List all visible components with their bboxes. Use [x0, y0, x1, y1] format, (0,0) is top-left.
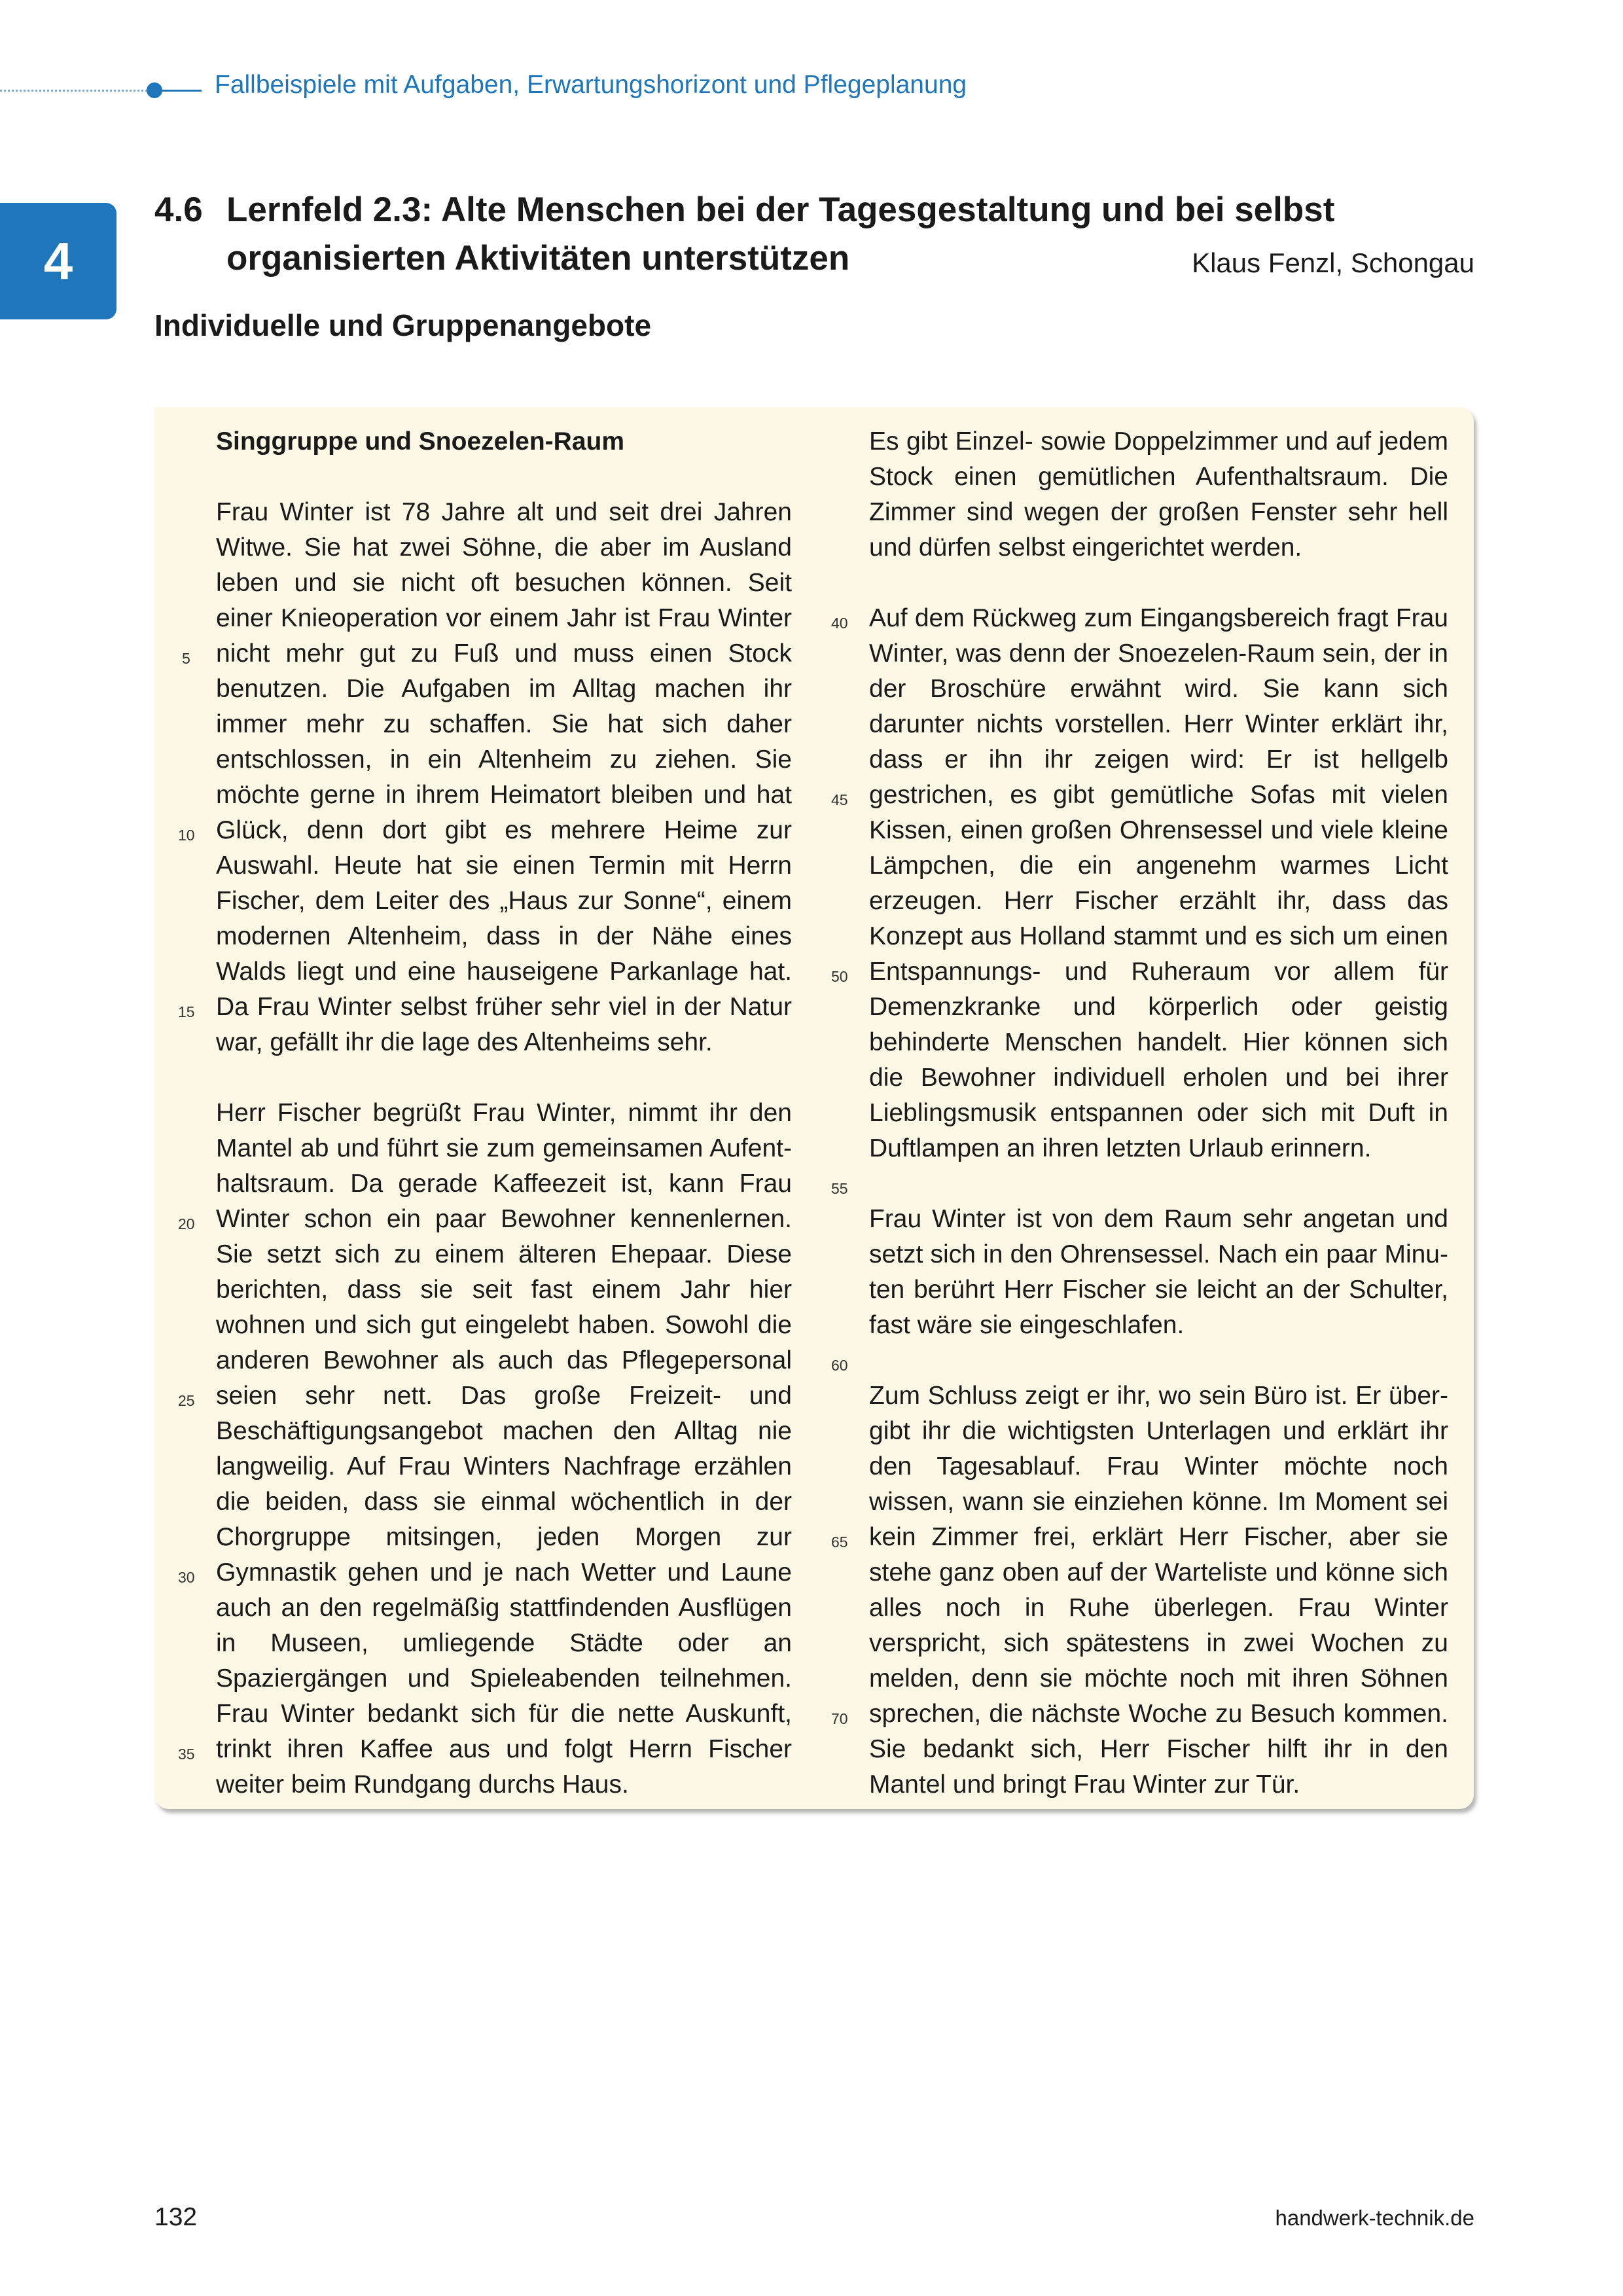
- section-subtitle: Individuelle und Gruppenangebote: [154, 308, 652, 342]
- case-paragraph: Herr Fischer begrüßt Frau Winter, nimmt ihr den Mantel ab und führt sie zum gemeinsamen Aufenthaltsraum. Da gerade Kaffeezeit ist, kann Frau Winter schon ein paar Bewohner kennenlernen. Sie setzt sich zu einem älteren Ehepaar. Diese berichten, dass sie seit fast einem Jahr hier wohnen und sich gut eingelebt haben. Sowohl die anderen Bewohner als auch das Pflegepersonal seien sehr nett. Das große Freizeit- und Beschäftigungsangebot machen den Alltag nie langweilig. Auf Frau Winters Nachfrage erzählen die beiden, dass sie einmal wöchentlich in der Chorgruppe mitsingen, jeden Morgen zur Gymnastik gehen und je nach Wetter und Laune auch an den regelmäßig stattfindenden Ausflügen in Museen, umliegende Städte oder an Spaziergängen und Spieleabenden teilnehmen. Frau Winter bedankt sich für die nette Auskunft, trinkt ihren Kaffee aus und folgt Herrn Fischer weiter beim Rundgang durchs Haus.: [216, 1099, 792, 1799]
- line-number: 40: [831, 615, 848, 632]
- line-number: 10: [178, 827, 195, 844]
- header-bullet-icon: [147, 82, 162, 98]
- line-number: 5: [182, 650, 190, 667]
- case-paragraph: Frau Winter ist von dem Raum sehr angetan und setzt sich in den Ohrensessel. Nach ein paar Minuten berührt Herr Fischer sie leicht an der Schulter, fast wäre sie eingeschlafen.: [869, 1205, 1448, 1339]
- line-number: 15: [178, 1003, 195, 1020]
- case-text-left-column: [216, 424, 792, 1803]
- header-rule: [162, 90, 202, 92]
- case-paragraph: Es gibt Einzel- sowie Doppelzimmer und auf jedem Stock einen gemütlichen Aufenthaltsraum. Die Zimmer sind wegen der großen Fenster sehr hell und dürfen selbst eingerichtet werden.: [869, 427, 1448, 562]
- line-number: 50: [831, 968, 848, 985]
- case-paragraph: Zum Schluss zeigt er ihr, wo sein Büro ist. Er übergibt ihr die wichtigsten Unterlagen und erklärt ihr den Tagesablauf. Frau Winter möchte noch wissen, wann sie einziehen könne. Im Moment sei kein Zimmer frei, erklärt Herr Fischer, aber sie stehe ganz oben auf der Warteliste und könne sich alles noch in Ruhe überlegen. Frau Winter verspricht, sich spätestens in zwei Wochen zu melden, denn sie möchte noch mit ihren Söhnen sprechen, die nächste Woche zu Besuch kommen. Sie bedankt sich, Herr Fischer hilft ihr in den Mantel und bringt Frau Winter zur Tür.: [869, 1382, 1448, 1799]
- running-header: [0, 65, 1047, 118]
- line-number: 45: [831, 791, 848, 808]
- case-paragraph: Auf dem Rückweg zum Eingangsbereich fragt Frau Winter, was denn der Snoezelen-Raum sein, der in der Broschüre erwähnt wird. Sie kann sich darunter nichts vorstellen. Herr Winter erklärt ihr, dass er ihn ihr zeigen wird: Er ist hellgelb gestrichen, es gibt gemütliche Sofas mit vielen Kissen, einen großen Ohrensessel und viele kleine Lämpchen, die ein angenehm warmes Licht erzeugen. Herr Fischer erzählt ihr, dass das Konzept aus Holland stammt und es sich um einen Entspannungs- und Ruheraum vor allem für Demenzkranke und körperlich oder geistig behinderte Menschen handelt. Hier können sich die Bewohner individuell erholen und bei ihrer Lieblingsmusik entspannen oder sich mit Duft in Duftlampen an ihren letzten Urlaub erinnern.: [869, 604, 1448, 1162]
- section-title-line-2: organisierten Aktivitäten unterstützen: [226, 239, 850, 278]
- header-dotted-rule: [0, 90, 147, 92]
- publisher-website: handwerk-technik.de: [1275, 2206, 1474, 2230]
- page-number: 132: [154, 2203, 198, 2231]
- section-number: 4.6: [154, 190, 203, 229]
- line-number: 70: [831, 1710, 848, 1727]
- case-paragraph: Frau Winter ist 78 Jahre alt und seit drei Jahren Witwe. Sie hat zwei Söhne, die aber im Ausland leben und sie nicht oft besuchen können. Seit einer Knieoperation vor einem Jahr ist Frau Winter nicht mehr gut zu Fuß und muss einen Stock benutzen. Die Aufgaben im Alltag machen ihr immer mehr zu schaffen. Sie hat sich daher entschlossen, in ein Altenheim zu ziehen. Sie möchte gerne in ihrem Heimatort bleiben und hat Glück, denn dort gibt es mehrere Heime zur Auswahl. Heute hat sie einen Termin mit Herrn Fischer, dem Leiter des „Haus zur Sonne“, einem modernen Altenheim, dass in der Nähe eines Walds liegt und eine hauseigene Parkanlage hat. Da Frau Winter selbst früher sehr viel in der Natur war, gefällt ihr die lage des Altenheims sehr.: [216, 498, 792, 1056]
- case-text-right-column: [869, 424, 1448, 1803]
- line-number: 25: [178, 1392, 195, 1409]
- line-number: 60: [831, 1357, 848, 1374]
- case-heading: Singgruppe und Snoezelen-Raum: [216, 427, 625, 456]
- section-title-line-1: Lernfeld 2.3: Alte Menschen bei der Tagesgestaltung und bei selbst: [226, 190, 1335, 229]
- author: Klaus Fenzl, Schongau: [1192, 247, 1474, 278]
- line-number: 20: [178, 1215, 195, 1232]
- chapter-tab: 4: [0, 203, 116, 319]
- line-number: 30: [178, 1569, 195, 1586]
- line-number: 35: [178, 1746, 195, 1763]
- line-number: 55: [831, 1180, 848, 1197]
- line-number: 65: [831, 1534, 848, 1551]
- running-header-text: Fallbeispiele mit Aufgaben, Erwartungshorizont und Pflegeplanung: [215, 71, 967, 99]
